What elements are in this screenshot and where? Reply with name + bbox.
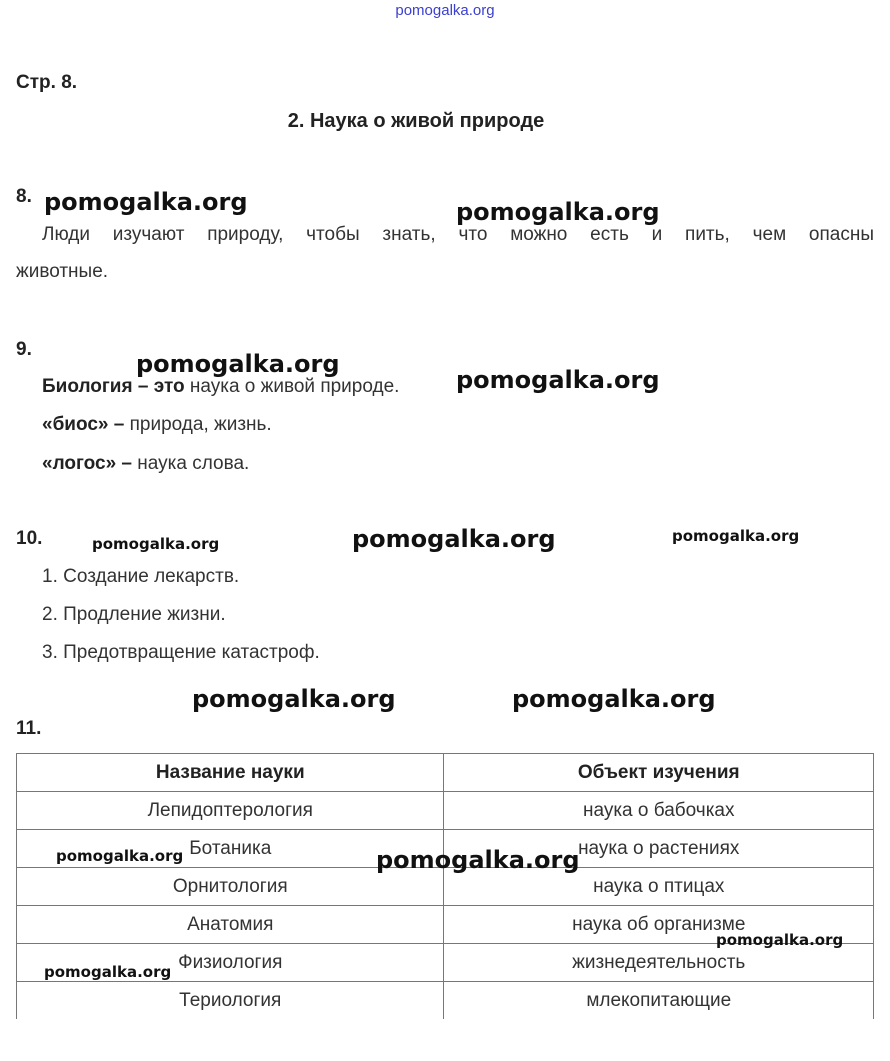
watermark-overlay: pomogalka.org: [376, 846, 580, 874]
watermark-overlay: pomogalka.org: [92, 535, 220, 553]
watermark-overlay: pomogalka.org: [716, 931, 844, 949]
watermark-overlay: pomogalka.org: [512, 685, 716, 713]
watermark-overlay: pomogalka.org: [456, 198, 660, 226]
column-header-object: Объект изучения: [444, 754, 874, 792]
watermark-overlay: pomogalka.org: [672, 527, 800, 545]
study-object: наука об организме: [444, 906, 874, 944]
question-8-number: 8.: [16, 186, 32, 207]
table-header-row: [17, 754, 874, 792]
page-reference: Стр. 8.: [16, 72, 78, 93]
list-item: 1. Создание лекарств.: [42, 566, 240, 587]
science-name: Анатомия: [17, 906, 444, 944]
question-11-number: 11.: [16, 718, 42, 739]
question-8-line-1: Люди изучают природу, чтобы знать, что можно есть и пить, чем опасны: [42, 224, 874, 245]
study-object: жизнедеятельность: [444, 944, 874, 982]
science-name: Лепидоптерология: [17, 792, 444, 830]
list-item: 2. Продление жизни.: [42, 604, 226, 625]
table-row: [17, 792, 874, 830]
bios-definition: [42, 414, 272, 436]
bios-meaning: природа, жизнь.: [124, 414, 272, 435]
list-item: 3. Предотвращение катастроф.: [42, 642, 320, 663]
question-10-number: 10.: [16, 528, 43, 549]
watermark-overlay: pomogalka.org: [192, 685, 396, 713]
science-name: Ботаника: [17, 830, 444, 868]
question-8-line-2: животные.: [16, 261, 109, 282]
logos-definition: [42, 453, 249, 475]
watermark-overlay: pomogalka.org: [56, 847, 184, 865]
biology-meaning: наука о живой природе.: [184, 376, 400, 397]
study-object: наука о птицах: [444, 868, 874, 906]
science-name: Териология: [17, 982, 444, 1020]
logos-term: «логос» –: [42, 453, 132, 474]
watermark-overlay: pomogalka.org: [456, 366, 660, 394]
watermark-overlay: pomogalka.org: [352, 525, 556, 553]
biology-definition: [42, 376, 399, 398]
column-header-science: Название науки: [17, 754, 444, 792]
study-object: наука о растениях: [444, 830, 874, 868]
table-row: [17, 982, 874, 1020]
logos-meaning: наука слова.: [132, 453, 250, 474]
biology-term: Биология – это: [42, 376, 185, 397]
bios-term: «биос» –: [42, 414, 125, 435]
question-9-number: 9.: [16, 339, 32, 360]
science-name: Орнитология: [17, 868, 444, 906]
page-title: 2. Наука о живой природе: [287, 110, 545, 132]
watermark-overlay: pomogalka.org: [136, 350, 340, 378]
watermark-overlay: pomogalka.org: [44, 188, 248, 216]
watermark-overlay: pomogalka.org: [44, 963, 172, 981]
study-object: млекопитающие: [444, 982, 874, 1020]
science-name: Физиология: [17, 944, 444, 982]
study-object: наука о бабочках: [444, 792, 874, 830]
site-watermark-top: pomogalka.org: [395, 2, 495, 19]
